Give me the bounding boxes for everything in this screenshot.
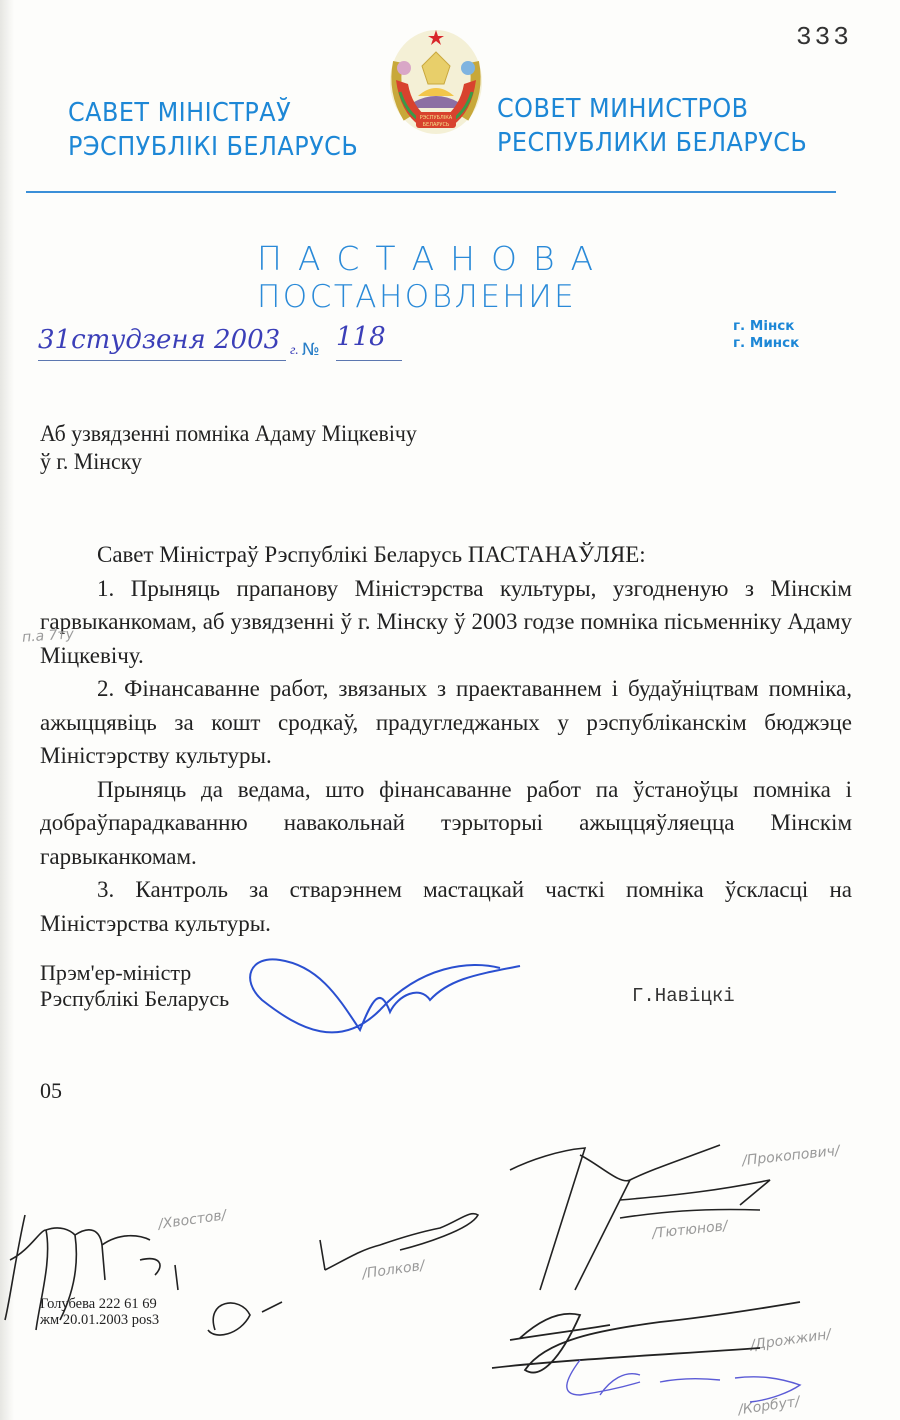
signatory-title-line: Рэспублікі Беларусь xyxy=(40,986,230,1011)
executor-line: Голубева 222 61 69 xyxy=(40,1296,157,1312)
body-paragraph: 3. Кантроль за стварэннем мастацкай часткі помніка ўскласці на Міністэрства культуры. xyxy=(40,877,852,936)
pencil-name-drozhzhin: /Дрожжин/ xyxy=(749,1326,833,1354)
body-paragraph: 2. Фінансаванне работ, звязаных з праектаваннем і будаўніцтвам помніка, ажыццявіць за кошт сродкаў, прадугледжаных у рэспубліканскім бюджэце Міністэрству культуры. xyxy=(40,676,852,768)
city xyxy=(733,318,799,352)
letterhead-russian xyxy=(497,92,807,160)
body-paragraph: Прыняць да ведама, што фінансаванне работ па ўстаноўцы помніка і добраўпарадкаванню навакольнай тэрыторыі ажыццяўляецца Мінскім гарвыканкомам. xyxy=(40,776,852,869)
pencil-name-khvostov: /Хвостов/ xyxy=(157,1207,228,1233)
subject-line: Аб узвядзенні помніка Адаму Міцкевічу xyxy=(40,421,417,446)
state-emblem-icon xyxy=(378,22,494,138)
letterhead-divider xyxy=(26,191,836,193)
document-type xyxy=(257,240,609,316)
margin-pencil-note: п.а 7ту xyxy=(21,626,75,646)
svg-text:РЭСПУБЛІКА: РЭСПУБЛІКА xyxy=(419,115,453,121)
signature-prokopovich xyxy=(510,1145,770,1290)
body-paragraph: Савет Міністраў Рэспублікі Беларусь ПАСТАНАЎЛЯЕ: xyxy=(97,542,646,567)
handwritten-date: 31студзеня 2003 xyxy=(38,325,281,355)
number-underline xyxy=(336,360,402,361)
svg-text:БЕЛАРУСЬ: БЕЛАРУСЬ xyxy=(422,122,450,128)
number-sign: № xyxy=(302,340,320,360)
signatory-title xyxy=(40,960,229,1012)
prime-minister-signature xyxy=(250,959,520,1032)
city-russian: г. Минск xyxy=(733,335,800,351)
body-paragraph: 1. Прыняць прапанову Міністэрства культуры, узгодненую з Мінскім гарвыканкомам, аб узвядзенні ў г. Мінску ў 2003 годзе помніка пісьменніку Адаму Міцкевічу. xyxy=(40,575,852,668)
pencil-name-tyutyunov: /Тютюнов/ xyxy=(651,1218,729,1242)
letterhead-line: РЭСПУБЛІКІ БЕЛАРУСЬ xyxy=(68,132,359,162)
date-underline xyxy=(38,360,286,361)
executor-info xyxy=(40,1296,159,1328)
signature-polkov xyxy=(208,1214,478,1335)
signatory-title-line: Прэм'ер-міністр xyxy=(40,960,192,985)
subject-line: ў г. Мінску xyxy=(40,449,142,474)
pencil-name-polkov: /Полков/ xyxy=(361,1257,426,1283)
pencil-name-korbut: /Корбут/ xyxy=(737,1393,801,1419)
letterhead-line: САВЕТ МІНІСТРАЎ xyxy=(68,98,292,128)
document-type-russian: ПОСТАНОВЛЕНИЕ xyxy=(257,279,577,315)
handwritten-number: 118 xyxy=(336,322,386,352)
letterhead-belarusian xyxy=(68,96,358,164)
document-code: 05 xyxy=(40,1078,62,1103)
letterhead-line: РЕСПУБЛИКИ БЕЛАРУСЬ xyxy=(497,128,808,158)
page-number: 333 xyxy=(796,22,852,52)
letterhead-line: СОВЕТ МИНИСТРОВ xyxy=(497,94,749,124)
city-belarusian: г. Мінск xyxy=(733,318,795,334)
document-subject xyxy=(40,420,417,476)
executor-line: жм 20.01.2003 pos3 xyxy=(40,1312,160,1328)
signature-korbut xyxy=(567,1360,800,1402)
pencil-name-prokopovich: /Прокопович/ xyxy=(741,1142,841,1170)
document-body xyxy=(40,538,852,940)
signatory-name: Г.Навіцкі xyxy=(632,985,735,1007)
date-suffix: г. xyxy=(290,343,299,358)
scan-edge-shadow xyxy=(0,0,14,1420)
document-type-belarusian: ПАСТАНОВА xyxy=(257,239,610,278)
